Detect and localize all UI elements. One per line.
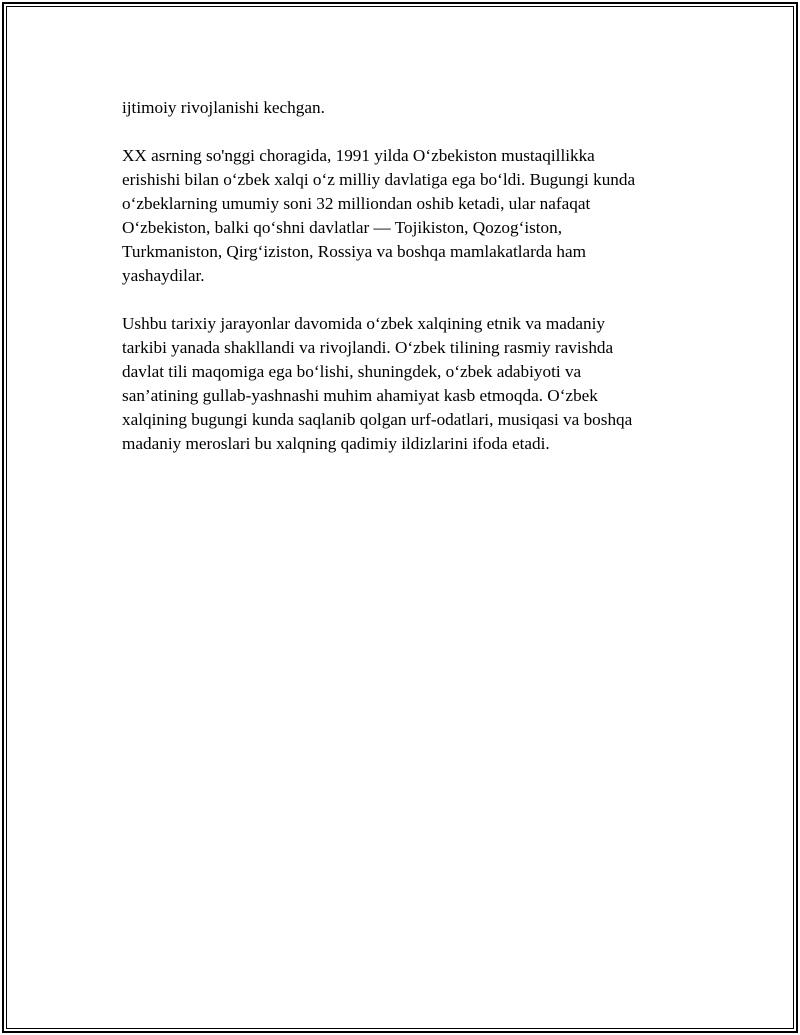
- paragraph-independence: XX asrning so'nggi choragida, 1991 yilda O‘zbekiston mustaqillikka erishishi bilan o‘zbek xalqi o‘z milliy davlatiga ega bo‘ldi. Bugungi kunda o‘zbeklarning umumiy soni 32 milliondan oshib ketadi, ular nafaqat O‘zbekiston, balki qo‘shni davlatlar — Tojikiston, Qozog‘iston, Turkmaniston, Qirg‘iziston, Rossiya va boshqa mamlakatlarda ham yashaydilar.: [122, 146, 636, 285]
- paragraph-cultural-development: Ushbu tarixiy jarayonlar davomida o‘zbek xalqining etnik va madaniy tarkibi yanada shakllandi va rivojlandi. O‘zbek tilining rasmiy ravishda davlat tili maqomiga ega bo‘lishi, shuningdek, o‘zbek adabiyoti va san’atining gullab-yashnashi muhim ahamiyat kasb etmoqda. O‘zbek xalqining bugungi kunda saqlanib qolgan urf-odatlari, musiqasi va boshqa madaniy meroslari bu xalqning qadimiy ildizlarini ifoda etadi.: [122, 314, 633, 453]
- document-page: [2, 2, 798, 1033]
- paragraph-continuation: ijtimoiy rivojlanishi kechgan.: [122, 98, 325, 117]
- document-body: [122, 96, 692, 480]
